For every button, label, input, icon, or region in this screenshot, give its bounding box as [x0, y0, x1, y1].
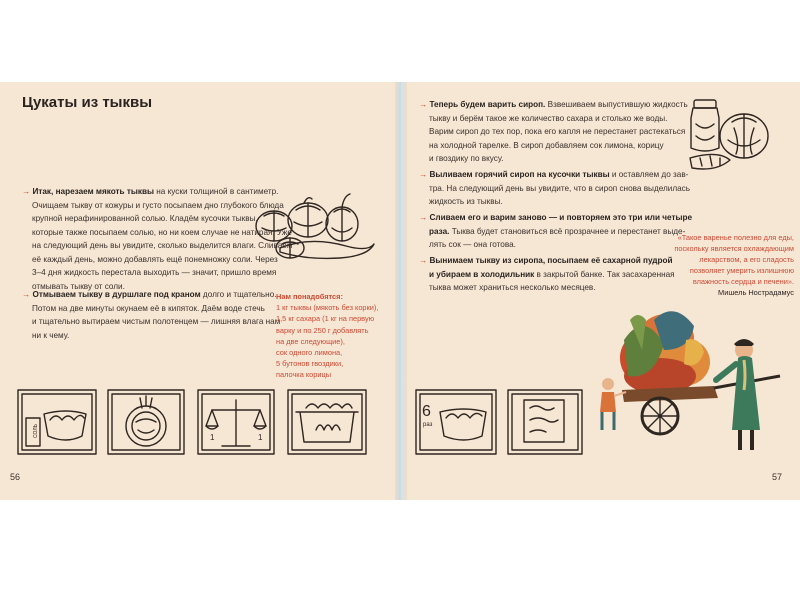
ingredient-item: палочка корицы [276, 370, 332, 380]
left-page-number: 56 [10, 472, 21, 482]
bold-phrase: Теперь будем варить сироп. [429, 100, 546, 109]
text-line [419, 112, 688, 126]
ingredient-item: на две следующие), [276, 336, 345, 346]
right-paragraph-3 [419, 211, 692, 252]
book-spread [0, 82, 800, 500]
line-text: ни к чему. [32, 330, 70, 340]
quote-text: «Такое варенье полезно для еды, поскольку является охлаждающим лекарством, а его сладость позволяет умерить излишнюю влажность сердца и печени». [674, 233, 794, 286]
line-text: которые также посыпаем солью, но ни коем случае не натирая. Уже [32, 227, 292, 237]
line-text: в закрытой банке. Так засахаренная [534, 269, 675, 279]
bold-phrase: и убираем в холодильник [429, 269, 535, 279]
text-line [419, 254, 675, 268]
text-line [22, 288, 280, 302]
line-text: 3–4 дня жидкость перестала выходить — значит, пришло время [32, 268, 277, 277]
salt-box-label: СОЛЬ [33, 424, 39, 438]
line-text: и тщательно вытираем чистым полотенцем — лишняя влага нам [32, 317, 281, 326]
scale-label-one: 1 [210, 433, 215, 442]
ingredient-item: 1,5 кг сахара (1 кг на первую [276, 314, 375, 324]
bold-phrase: раза. [429, 226, 450, 236]
right-paragraph-1 [419, 98, 688, 166]
jar-pumpkin-illustration [688, 96, 778, 176]
text-line [419, 195, 690, 209]
text-line [22, 329, 280, 343]
arrow-bullet-icon: → [22, 290, 33, 299]
line-text: долго и тщательно. [200, 290, 277, 299]
times-word: раз [423, 422, 433, 428]
line-text: крупной нерафинированной солью. Кладём кусочки тыквы, [32, 214, 258, 223]
right-page-number: 57 [772, 472, 783, 482]
text-line [22, 266, 292, 280]
right-steps-illustration [414, 386, 584, 458]
times-number: 6 [422, 403, 431, 420]
line-text: тра. На следующий день вы увидите, что в сироп снова выделилась [429, 183, 691, 193]
line-text: тыкву и берём такое же количество сахара и столько же воды. [429, 113, 668, 123]
text-line [419, 182, 690, 196]
ingredient-item: варку и по 250 г добавлять [276, 325, 369, 335]
text-line [419, 98, 688, 112]
line-text: на холодной тарелке. В сироп добавляем сок лимона, корицу [429, 140, 664, 150]
bold-phrase: Отмываем тыкву в дуршлаге под краном [32, 290, 201, 299]
line-text: лять сок — она готова. [429, 240, 516, 249]
cart-scene-illustration [594, 280, 790, 460]
line-text: на куски толщиной в сантиметр. [153, 187, 279, 196]
pumpkins-illustration [250, 190, 380, 262]
scale-label-half: 1 [258, 433, 263, 442]
bold-phrase: Итак, нарезаем мякоть тыквы [32, 187, 154, 196]
line-text: и оставляем до зав- [609, 170, 689, 179]
bold-phrase: Сливаем его и варим заново — и повторяем это три или четыре [429, 213, 693, 222]
line-text: жидкость из тыквы. [429, 197, 503, 206]
line-text: Тыква будет становиться всё прозрачнее и перестанет выде- [449, 226, 686, 236]
line-text: и гвоздику по вкусу. [429, 154, 504, 163]
ingredients-heading: Нам понадобятся: [276, 292, 343, 301]
arrow-bullet-icon: → [419, 256, 430, 265]
ingredient-item: 5 бутонов гвоздики, [276, 359, 344, 369]
line-text: Взвешиваем выпустившую жидкость [545, 100, 688, 109]
bold-phrase: Выливаем горячий сироп на кусочки тыквы [429, 170, 610, 179]
line-text: отмывать тыкву от соли. [32, 281, 125, 291]
left-steps-illustration [16, 386, 378, 458]
text-line [419, 139, 688, 153]
left-paragraph-2 [22, 288, 280, 342]
line-text: на следующий день вы увидите, сколько выделится влаги. Сливаем [32, 241, 293, 250]
ingredients-list [276, 291, 378, 381]
text-line [419, 125, 688, 139]
quote-author: Мишель Нострадамус [718, 288, 794, 297]
text-line [419, 268, 675, 282]
arrow-bullet-icon: → [419, 100, 430, 109]
text-line [419, 168, 690, 182]
arrow-bullet-icon: → [22, 187, 33, 196]
line-text: Очищаем тыкву от кожуры и густо посыпаем дно глубокого блюда [32, 200, 284, 210]
line-text: её каждый день, можно добавлять ещё понемножку соли. Через [32, 254, 278, 264]
arrow-bullet-icon: → [419, 213, 430, 222]
bold-phrase: Вынимаем тыкву из сиропа, посыпаем её сахарной пудрой [429, 256, 673, 265]
text-line [419, 238, 692, 252]
ingredient-item: 1 кг тыквы (мякоть без корки), [276, 303, 379, 313]
ingredient-item: сок одного лимона, [276, 348, 343, 358]
text-line [419, 152, 688, 166]
text-line [22, 315, 280, 329]
text-line [419, 211, 692, 225]
line-text: тыква может храниться несколько месяцев. [429, 283, 596, 292]
text-line [22, 302, 280, 316]
line-text: Потом на две минуты окунаем её в кипяток. Даём воде стечь [32, 303, 265, 313]
page-title: Цукаты из тыквы [22, 94, 153, 111]
text-line [419, 225, 692, 239]
book-gutter [395, 82, 407, 500]
arrow-bullet-icon: → [419, 170, 430, 179]
right-paragraph-2 [419, 168, 690, 209]
line-text: Варим сироп до тех пор, пока его капля не перестанет растекаться [429, 127, 686, 136]
